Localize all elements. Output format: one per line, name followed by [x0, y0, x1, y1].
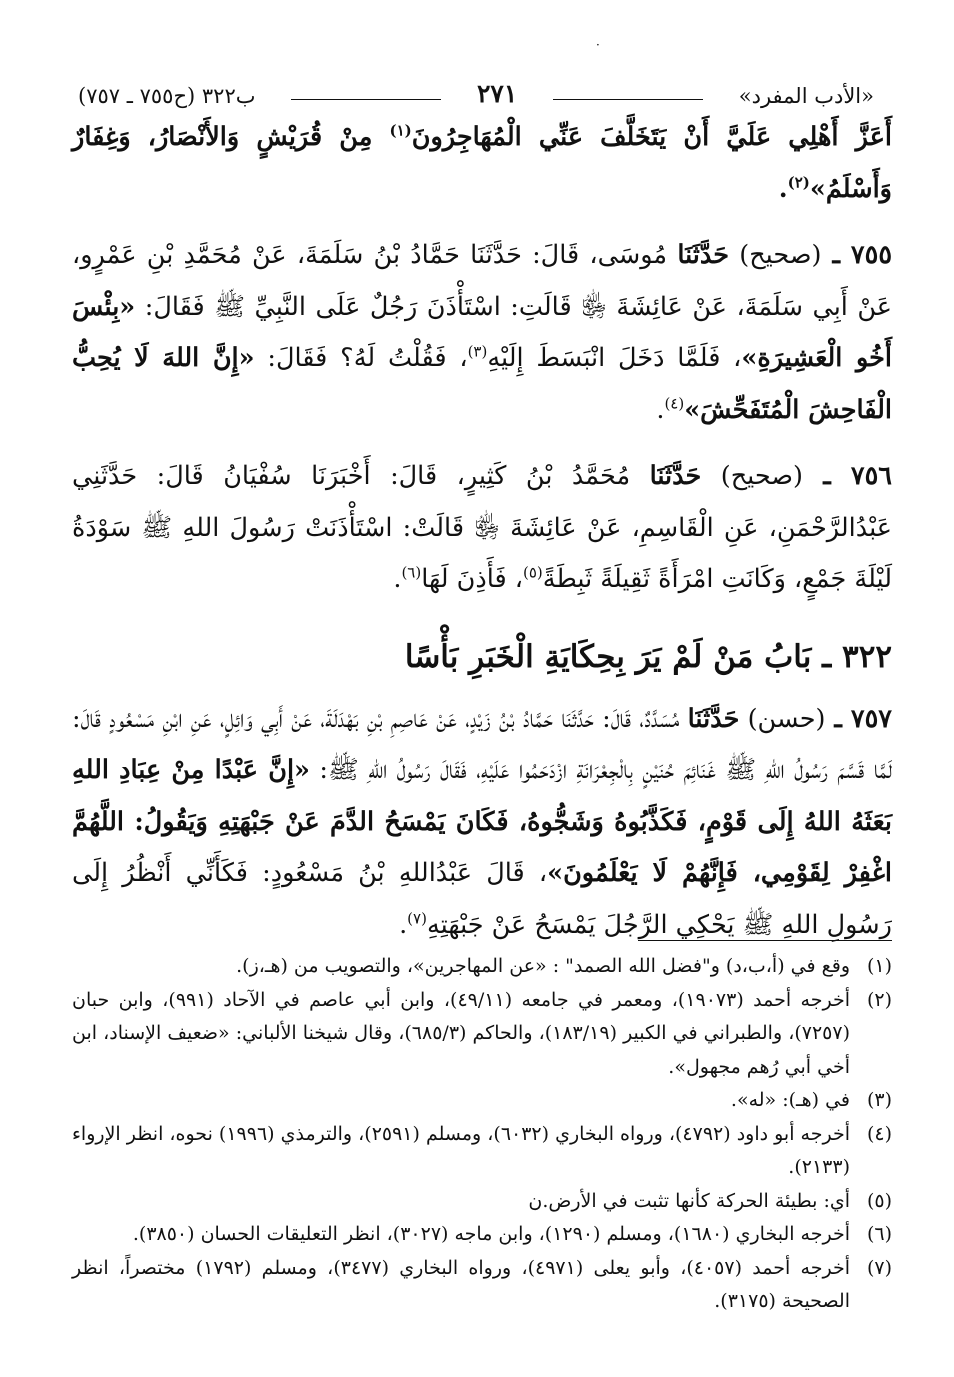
footnote-number: (١) — [866, 955, 892, 977]
hadith-755-text-2: ، فَلَمَّا دَخَلَ انْبَسَطَ إِلَيْهِ — [487, 343, 742, 373]
main-text — [72, 112, 892, 951]
footnote-text: في (هـ): «له». — [730, 1089, 850, 1111]
hadith-757-haddathana: حَدَّثَنَا — [687, 703, 740, 734]
hadith-756-text-1: مُحَمَّدُ بْنُ كَثِيرٍ، قَالَ: أَخْبَرَنَا سُفْيَانُ قَالَ: حَدَّثَنِي عَبْدُالرَّحْمَنِ، عَنِ الْقَاسِمِ، عَنْ عَائِشَةَ ﵂ قَالَتْ: اسْتَأْذَنَتْ رَسُولَ اللهِ ﷺ سَوْدَةُ لَيْلَةَ جَمْعٍ، وَكَانَتِ امْرَأَةً ثَقِيلَةً ثَبِطَةً — [72, 461, 892, 594]
continuation-text-2: مِنْ قُرَيْشٍ وَالأَنْصَارُ، وَغِفَارٌ وَأَسْلَمُ» — [72, 122, 892, 204]
hadith-756-grade: (صحيح) — [701, 461, 803, 491]
hadith-756-number: ٧٥٦ ـ — [802, 461, 892, 491]
footnote-item — [72, 1185, 892, 1219]
header-rule-right — [553, 99, 703, 100]
running-header — [78, 72, 874, 108]
footnote-item — [72, 984, 892, 1085]
footnote-ref-7[interactable]: (٧) — [407, 909, 427, 927]
hadith-757-number: ٧٥٧ ـ — [825, 703, 892, 734]
footnote-ref-1[interactable]: (١) — [389, 121, 412, 140]
footnote-ref-5[interactable]: (٥) — [523, 563, 543, 582]
scan-speck: · — [596, 38, 600, 52]
chapter-heading: ٣٢٢ ـ بَابُ مَنْ لَمْ يَرَ بِحِكَايَةِ الْخَبَرِ بَأْسًا — [404, 638, 892, 675]
footnote-number: (٥) — [866, 1189, 892, 1212]
hadith-755 — [72, 230, 892, 436]
hadith-755-text-3: ، فَقُلْتُ لَهُ؟ فَقَالَ: — [254, 343, 468, 373]
hadith-757-grade: (حسن) — [739, 703, 826, 734]
footnote-number: (٣) — [866, 1089, 892, 1111]
footnote-item — [72, 1084, 892, 1118]
hadith-756-end: . — [393, 564, 402, 594]
hadith-757-quote: «إِنَّ عَبْدًا مِنْ عِبَادِ اللهِ بَعَثَهُ اللهُ إِلَى قَوْمٍ، فَكَذَّبُوهُ وَشَجُّوهُ، فَكَانَ يَمْسَحُ الدَّمَ عَنْ جَبْهَتِهِ وَيَقُولُ: اللَّهُمَّ اغْفِرْ لِقَوْمِي، فَإِنَّهُمْ لَا يَعْلَمُونَ» — [72, 755, 892, 888]
footnote-text: وقع في (أ،ب،د) و"فضل الله الصمد" : «عن المهاجرين»، والتصويب من (هـ،ز). — [236, 955, 850, 977]
hadith-755-quote-2: «إِنَّ اللهَ لَا يُحِبُّ الْفَاحِشَ الْمُتَفَحِّشَ» — [72, 343, 892, 425]
footnote-number: (٢) — [866, 988, 892, 1011]
hadith-755-text-1: مُوسَى، قَالَ: حَدَّثَنَا حَمَّادُ بْنُ سَلَمَةَ، عَنْ مُحَمَّدِ بْنِ عَمْرٍو، عَنْ أَبِي سَلَمَةَ، عَنْ عَائِشَةَ ﵂ قَالَتِ: اسْتَأْذَنَ رَجُلٌ عَلَى النَّبِيِّ ﷺ فَقَالَ: — [72, 240, 892, 322]
book-title: «الأدب المفرد» — [738, 84, 874, 108]
footnote-separator — [638, 940, 892, 941]
hadith-756-haddathana: حَدَّثَنَا — [649, 461, 702, 491]
footnote-ref-2[interactable]: (٢) — [787, 173, 810, 191]
footnote-item — [72, 1218, 892, 1252]
hadith-755-number: ٧٥٥ ـ — [821, 240, 893, 270]
footnote-text: أخرجه البخاري (١٦٨٠)، ومسلم (١٢٩٠)، وابن ماجه (٣٠٢٧)، انظر التعليقات الحسان (٣٨٥٠). — [132, 1223, 850, 1245]
footnote-text: أخرجه أحمد (١٩٠٧٣)، ومعمر في جامعه (٤٩/١١)، وابن أبي عاصم في الآحاد (٩٩١)، وابن حبان (٧٢٥٧)، والطبراني في الكبير (١٨٣/١٩)، والحاكم (٦٨٥/٣)، وقال شيخنا الألباني: «ضعيف الإسناد، ابن أخي أبي رُهم مجهول». — [72, 988, 850, 1078]
section-reference: ب٣٢٢ (ح٧٥٥ ـ ٧٥٧) — [78, 84, 256, 108]
footnote-number: (٤) — [866, 1122, 892, 1145]
continuation-paragraph — [72, 112, 892, 215]
hadith-755-haddathana: حَدَّثَنَا — [677, 240, 730, 270]
hadith-755-quote-1: «بِئْسَ أَخُو الْعَشِيرَةِ» — [72, 291, 892, 373]
hadith-756-text-2: ، فَأَذِنَ لَهَا — [421, 564, 523, 594]
footnotes-list — [72, 950, 892, 1319]
footnote-item — [72, 1252, 892, 1319]
page-number: ٢٧١ — [476, 79, 518, 108]
continuation-text-1: أَعَزَّ أَهْلِي عَلَيَّ أَنْ يَتَخَلَّفَ عَنِّي الْمُهَاجِرُونَ — [411, 122, 892, 152]
hadith-755-grade: (صحيح) — [729, 240, 822, 270]
footnote-number: (٦) — [866, 1223, 892, 1245]
footnote-item — [72, 1118, 892, 1185]
continuation-end: . — [778, 173, 788, 204]
hadith-757-end: . — [399, 909, 408, 940]
footnote-item — [72, 950, 892, 984]
footnote-ref-3[interactable]: (٣) — [467, 342, 488, 361]
footnote-text: أي: بطيئة الحركة كأنها تثبت في الأرض.ن — [528, 1189, 850, 1212]
footnote-number: (٧) — [866, 1256, 892, 1279]
hadith-757 — [72, 694, 892, 952]
hadith-756 — [72, 451, 892, 606]
footnote-ref-6[interactable]: (٦) — [401, 563, 422, 582]
header-rule-left — [291, 99, 441, 100]
footnote-text: أخرجه أحمد (٤٠٥٧)، وأبو يعلى (٤٩٧١)، ورواه البخاري (٣٤٧٧)، ومسلم (١٧٩٢) مختصراً، انظر الصحيحة (٣١٧٥). — [72, 1256, 850, 1312]
hadith-755-end: . — [656, 394, 665, 425]
footnote-text: أخرجه أبو داود (٤٧٩٢)، ورواه البخاري (٦٠٣٢)، ومسلم (٢٥٩١)، والترمذي (١٩٩٦) نحوه، انظر الإرواء (٢١٣٣). — [72, 1122, 850, 1178]
hadith-757-text-1: مُسَدَّدٌ، قَالَ: حَدَّثَنَا حَمَّادُ بْنُ زَيْدٍ، عَنْ عَاصِمِ بْنِ بَهْدَلَةَ، عَنْ أَبِي وَائِلٍ، عَنِ ابْنِ مَسْعُودٍ قَالَ: لَمَّا قَسَّمَ رَسُولُ اللهِ ﷺ غَنَائِمَ حُنَيْنٍ بِالْجِعْرَانَةِ ازْدَحَمُوا عَلَيْهِ، فَقَالَ رَسُولُ اللهِ ﷺ: — [72, 703, 892, 785]
hadith-757-text-2: ، قَالَ عَبْدُاللهِ بْنُ مَسْعُودٍ: فَكَأَنِّي أَنْظُرُ إِلَى رَسُولِ اللهِ ﷺ يَحْكِي الرَّجُلَ يَمْسَحُ عَنْ جَبْهَتِهِ — [72, 858, 892, 940]
footnote-ref-4[interactable]: (٤) — [664, 394, 685, 412]
